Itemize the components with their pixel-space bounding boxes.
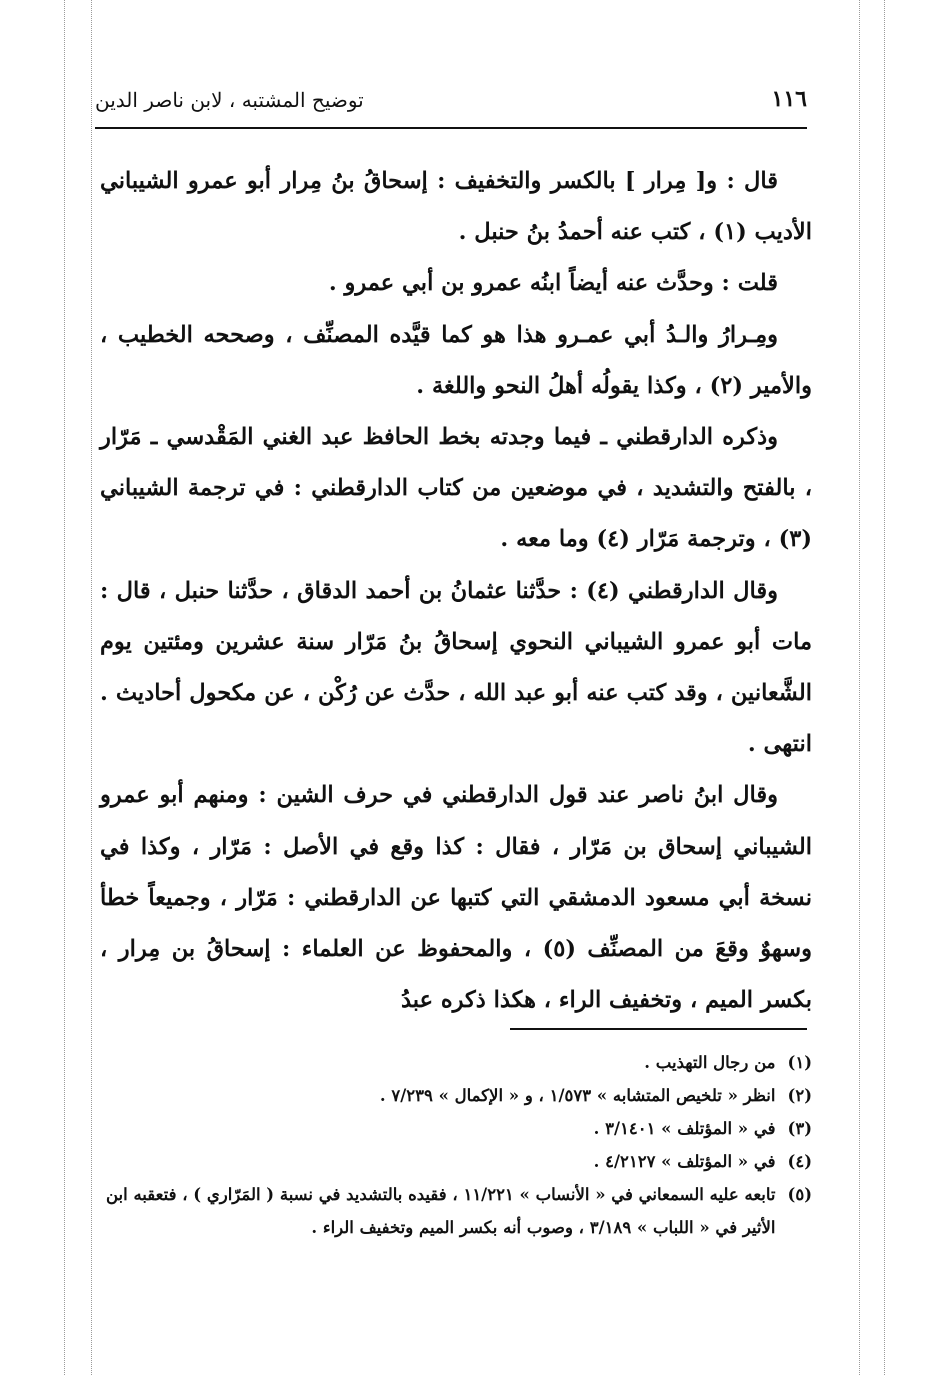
footnote-text: في « المؤتلف » ٣/١٤٠١ . bbox=[593, 1119, 776, 1138]
paragraph: وذكره الدارقطني ـ فيما وجدته بخط الحافظ عبد الغني المَقْدسي ـ مَرّار ، بالفتح والتشديد ، في موضعين من كتاب الدارقطني : في ترجمة الشيباني (٣) ، وترجمة مَرّار (٤) وما معه . bbox=[100, 424, 812, 553]
header-divider bbox=[95, 127, 807, 129]
footnote bbox=[100, 1145, 812, 1178]
footnote-number: (٢) bbox=[787, 1086, 812, 1105]
paragraph: وقال ابنُ ناصر عند قول الدارقطني في حرف الشين : ومنهم أبو عمرو الشيباني إسحاق بن مَرّار ، فقال : كذا وقع في الأصل : مَرّار ، وكذا في نسخة أبي مسعود الدمشقي التي كتبها عن الدارقطني : مَرّار ، وجميعاً خطأ وسهوٌ وقعَ من المصنِّف (٥) ، والمحفوظ عن العلماء : إسحاقُ بن مِرار ، بكسر الميم ، وتخفيف الراء ، هكذا ذكره عبدُ bbox=[100, 782, 812, 1014]
footnote-number: (٣) bbox=[787, 1119, 812, 1138]
footnote-number: (١) bbox=[787, 1053, 812, 1072]
scan-artifact-line bbox=[91, 0, 92, 1375]
paragraph: قلت : وحدَّث عنه أيضاً ابنُه عمرو بن أبي عمرو . bbox=[328, 270, 778, 297]
scan-artifact-line bbox=[884, 0, 885, 1375]
page-number: ١١٦ bbox=[771, 86, 807, 112]
footnote-number: (٥) bbox=[787, 1185, 812, 1204]
footnote-text: انظر « تلخيص المتشابه » ١/٥٧٣ ، و « الإكمال » ٧/٢٣٩ . bbox=[379, 1086, 776, 1105]
footnote bbox=[100, 1046, 812, 1079]
paragraph: ومِـرارُ والـدُ أبي عمـرو هذا هو كما قيَّده المصنِّف ، وصححه الخطيب ، والأمير (٢) ، وكذا يقولُه أهلُ النحو واللغة . bbox=[100, 321, 812, 399]
footnote bbox=[100, 1178, 812, 1244]
scan-artifact-line bbox=[64, 0, 65, 1375]
footnotes bbox=[100, 1046, 812, 1244]
scan-artifact-line bbox=[859, 0, 860, 1375]
main-text bbox=[100, 156, 812, 1026]
footnote-text: تابعه عليه السمعاني في « الأنساب » ١١/٢٢١ ، فقيده بالتشديد في نسبة ( المَرّاري ) ، فتعقبه ابن الأثير في « اللباب » ٣/١٨٩ ، وصوب أنه بكسر الميم وتخفيف الراء . bbox=[105, 1185, 776, 1237]
footnote-text: من رجال التهذيب . bbox=[644, 1053, 776, 1072]
footnote-number: (٤) bbox=[787, 1152, 812, 1171]
footnote-text: في « المؤتلف » ٤/٢١٢٧ . bbox=[593, 1152, 776, 1171]
footnote bbox=[100, 1112, 812, 1145]
footnote-divider bbox=[510, 1028, 807, 1030]
paragraph: قال : و[ مِرار ] بالكسر والتخفيف : إسحاقُ بنُ مِرار أبو عمرو الشيباني الأديب (١) ، كتب عنه أحمدُ بنُ حنبل . bbox=[100, 168, 812, 246]
running-title: توضيح المشتبه ، لابن ناصر الدين bbox=[95, 88, 364, 112]
page-header bbox=[95, 86, 807, 122]
paragraph: وقال الدارقطني (٤) : حدَّثنا عثمانُ بن أحمد الدقاق ، حدَّثنا حنبل ، قال : مات أبو عمرو الشيباني النحوي إسحاقُ بنُ مَرّار سنة عشرين ومئتين يوم الشَّعانين ، وقد كتب عنه أبو عبد الله ، حدَّث عن رُكْن ، عن مكحول أحاديث . انتهى . bbox=[100, 577, 812, 758]
footnote bbox=[100, 1079, 812, 1112]
